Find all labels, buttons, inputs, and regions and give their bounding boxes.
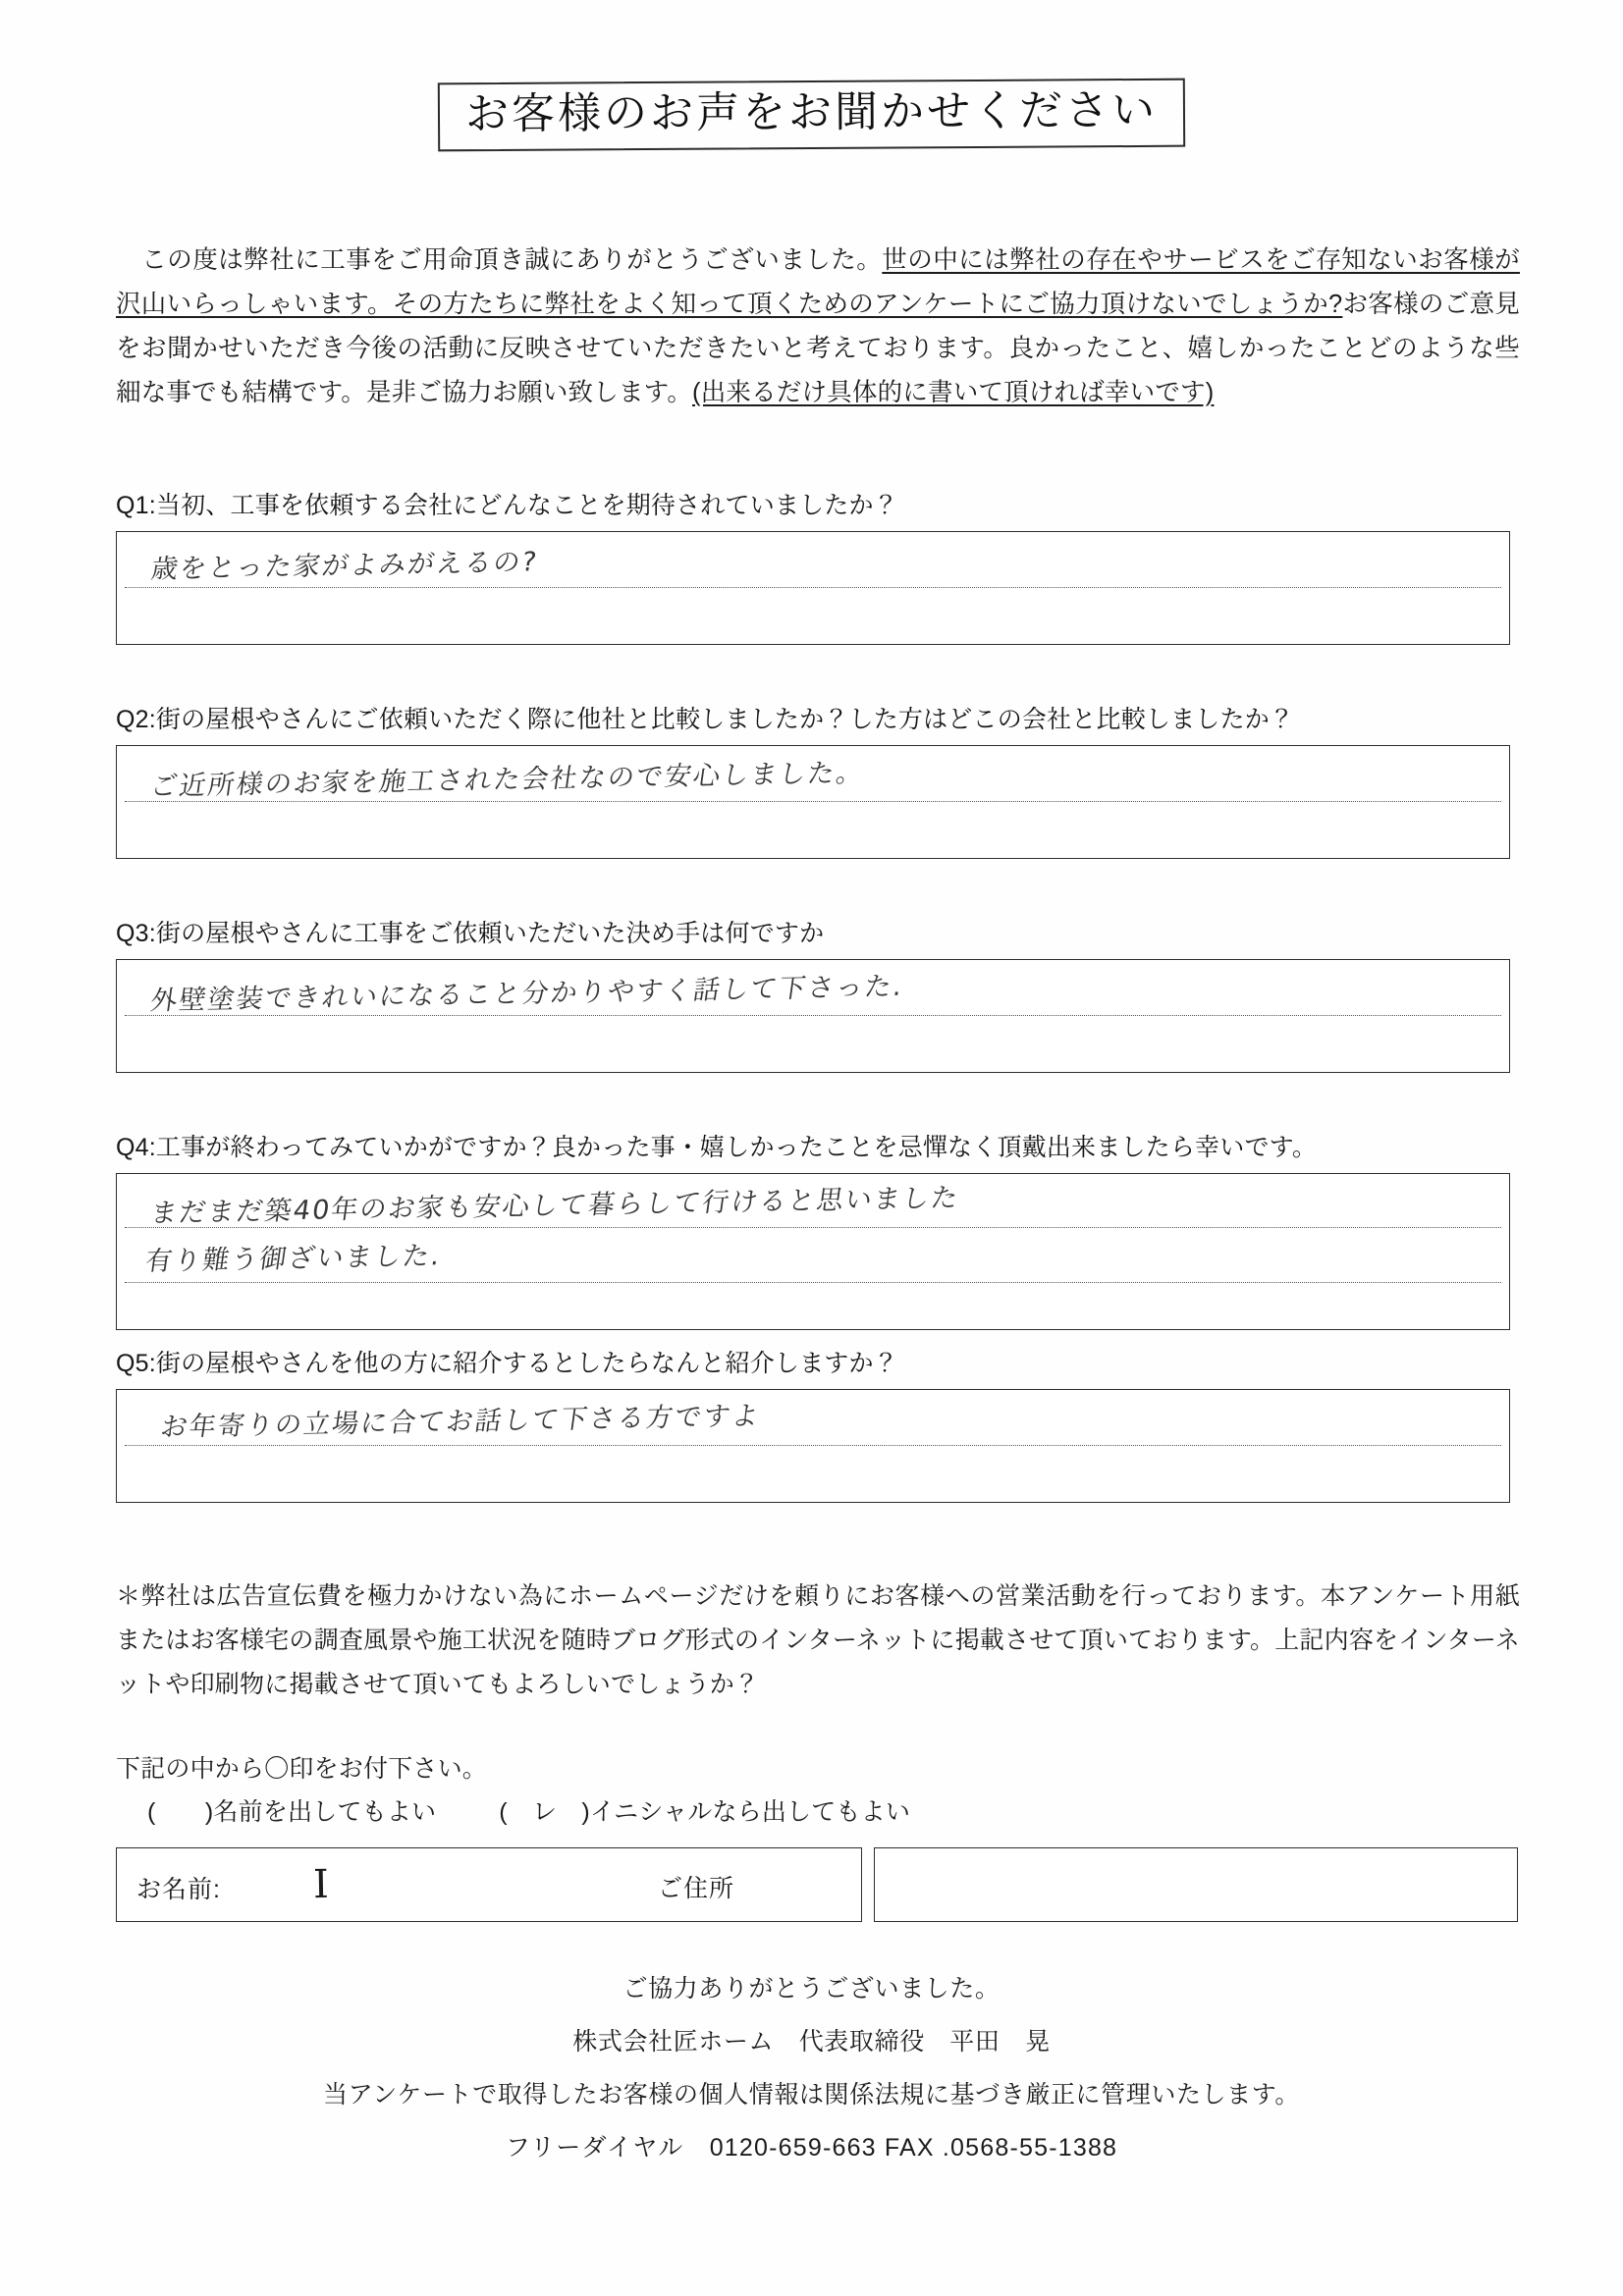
address-label: ご住所 xyxy=(658,1875,735,1902)
answer-rule xyxy=(125,1282,1501,1283)
handwritten-answer-q2-line1: ご近所様のお家を施工された会社なので安心しました。 xyxy=(148,758,867,802)
question-label-q1: Q1:当初、工事を依頼する会社にどんなことを期待されていましたか？ xyxy=(116,492,898,519)
answer-rule xyxy=(125,1015,1501,1016)
handwritten-answer-q4-line1: まだまだ築40年のお家も安心して暮らして行けると思いました xyxy=(148,1183,962,1229)
question-label-q5: Q5:街の屋根やさんを他の方に紹介するとしたらなんと紹介しますか？ xyxy=(116,1350,898,1377)
name-field-box[interactable] xyxy=(116,1847,862,1922)
answer-rule xyxy=(125,1227,1501,1228)
intro-paragraph xyxy=(116,239,1520,415)
handwritten-answer-q4-line2: 有り難う御ざいました. xyxy=(142,1241,444,1277)
question-block-q1 xyxy=(116,489,1510,645)
answer-box-q4[interactable] xyxy=(116,1173,1510,1330)
answer-rule xyxy=(125,801,1501,802)
question-block-q3 xyxy=(116,917,1510,1073)
handwritten-answer-q1-line1: 歳をとった家がよみがえるの? xyxy=(148,547,541,585)
answer-box-q1[interactable] xyxy=(116,531,1510,645)
closing-thanks: ご協力ありがとうございました。 xyxy=(622,1975,1001,2002)
question-block-q4 xyxy=(116,1131,1510,1330)
answer-box-q5[interactable] xyxy=(116,1389,1510,1503)
question-label-q4: Q4:工事が終わってみていかがですか？良かった事・嬉しかったことを忌憚なく頂戴出来ましたら幸いです。 xyxy=(116,1134,1318,1161)
consent-instruction: 下記の中から〇印をお付下さい。 xyxy=(116,1755,488,1783)
answer-rule xyxy=(125,1445,1501,1446)
closing-privacy: 当アンケートで取得したお客様の個人情報は関係法規に基づき厳正に管理いたします。 xyxy=(323,2081,1300,2109)
page-title: お客様のお声をお聞かせください xyxy=(464,85,1159,139)
intro-underlined-2: (出来るだけ具体的に書いて頂ければ幸いです) xyxy=(692,379,1215,406)
question-block-q5 xyxy=(116,1347,1510,1503)
handwritten-answer-q3-line1: 外壁塗装できれいになること分かりやすく話して下さった. xyxy=(148,971,906,1017)
question-label-q3: Q3:街の屋根やさんに工事をご依頼いただいた決め手は何ですか xyxy=(116,920,825,947)
consent-note: ＊弊社は広告宣伝費を極力かけない為にホームページだけを頼りにお客様への営業活動を行っております。本アンケート用紙またはお客様宅の調査風景や施工状況を随時ブログ形式のインターネットに掲載させて頂いております。上記内容をインターネットや印刷物に掲載させて頂いてもよろしいでしょうか？ xyxy=(116,1582,1520,1698)
name-label: お名前: xyxy=(136,1876,221,1903)
handwritten-answer-q5-line1: お年寄りの立場に合てお話して下さる方ですよ xyxy=(158,1401,763,1443)
closing-contact: フリーダイヤル 0120-659-663 FAX .0568-55-1388 xyxy=(505,2134,1118,2162)
closing-company: 株式会社匠ホーム 代表取締役 平田 晃 xyxy=(572,2028,1051,2056)
identity-row xyxy=(116,1847,1518,1922)
address-field-box[interactable] xyxy=(874,1847,1518,1922)
consent-option-initial[interactable]: ( レ )イニシャルなら出してもよい xyxy=(499,1798,911,1826)
answer-box-q2[interactable] xyxy=(116,745,1510,859)
intro-sentence-2: お客様のご意見をお聞かせいただき今後の活動に反映させていただきたいと考えております。良かったこと、嬉しかったことどのような些細な事でも結構です。是非ご協力お願い致します。 xyxy=(116,291,1520,406)
question-block-q2 xyxy=(116,703,1510,859)
question-label-q2: Q2:街の屋根やさんにご依頼いただく際に他社と比較しましたか？した方はどこの会社と比較しましたか？ xyxy=(116,706,1295,733)
answer-rule xyxy=(125,587,1501,588)
consent-options xyxy=(147,1794,910,1830)
name-value-handwritten: I xyxy=(312,1861,330,1908)
consent-option-name-open[interactable]: ( )名前を出してもよい xyxy=(147,1798,437,1826)
page-title-wrap xyxy=(0,80,1623,149)
answer-box-q3[interactable] xyxy=(116,959,1510,1073)
page-title-box xyxy=(438,79,1185,152)
intro-sentence-1: この度は弊社に工事をご用命頂き誠にありがとうございました。 xyxy=(141,246,883,274)
intro-underlined-1: 世の中には弊社の存在やサービスをご存知ないお客様が沢山いらっしゃいます。その方たちに弊社をよく知って頂くためのアンケートにご協力頂けないでしょうか? xyxy=(116,246,1520,318)
